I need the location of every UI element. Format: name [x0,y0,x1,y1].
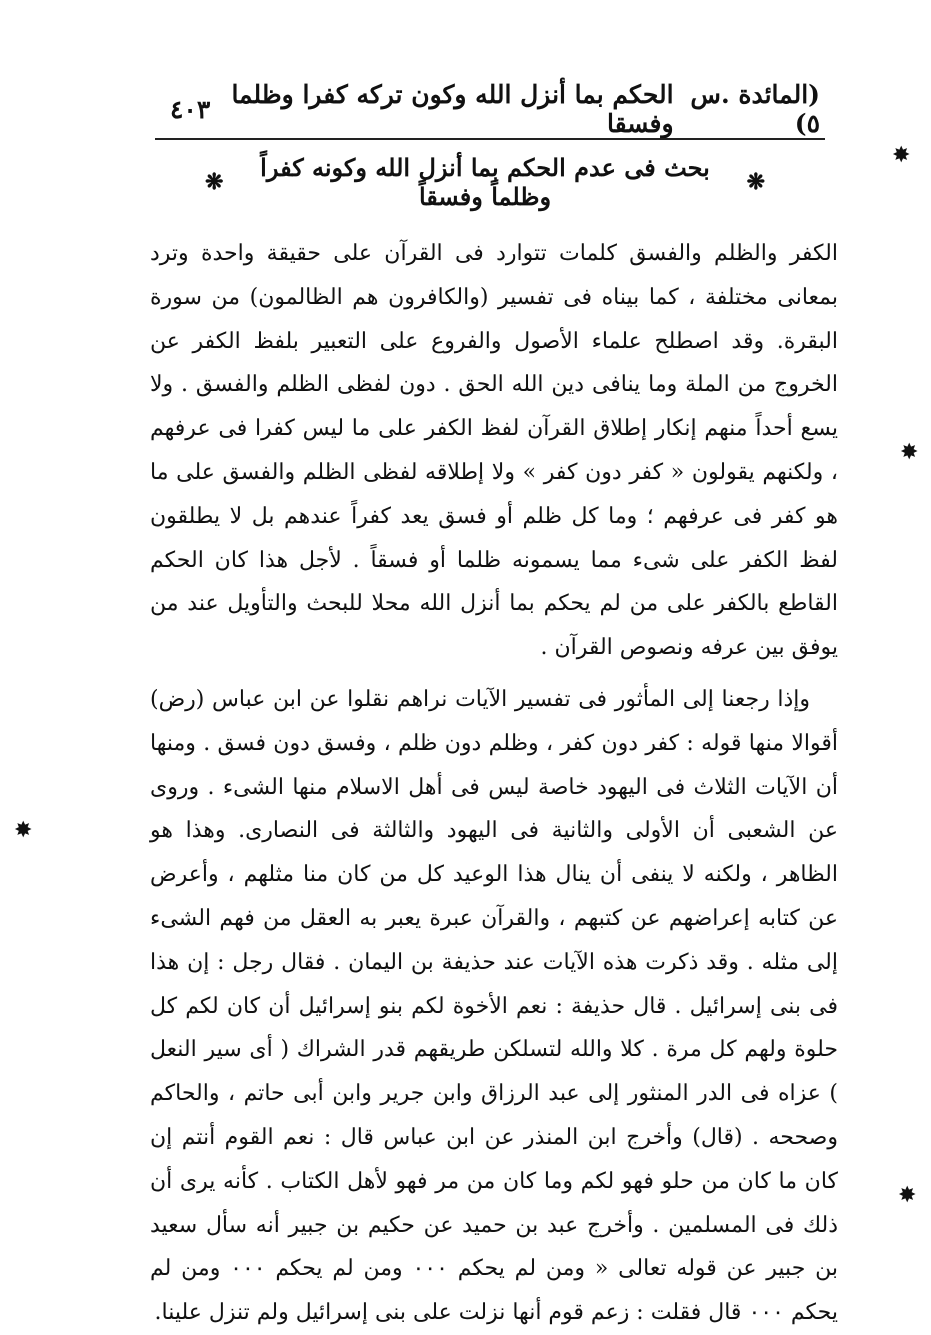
page-number: ٤٠٣ [170,94,211,124]
section-heading [205,153,765,211]
heading-ornament-icon: ❋ [205,169,224,195]
header-title: الحكم بما أنزل الله وكون تركه كفرا وظلما وفسقا [231,80,674,138]
margin-star-icon: ✸ [898,1183,917,1208]
margin-star-icon: ✸ [14,818,33,843]
body-text [150,232,838,1335]
running-header [170,80,820,138]
section-heading-text: بحث فى عدم الحكم بما أنزل الله وكونه كفراً وظلماً وفسقاً [260,153,710,211]
heading-ornament-icon: ❋ [746,169,765,195]
margin-star-icon: ✸ [892,143,911,168]
header-rule [155,138,825,140]
paragraph: الكفر والظلم والفسق كلمات تتوارد فى القرآن على حقيقة واحدة وترد بمعانى مختلفة ، كما بيناه فى تفسير (والكافرون هم الظالمون) من سورة البقرة. وقد اصطلح علماء الأصول والفروع على التعبير بلفظ الكفر عن الخروج من الملة وما ينافى دين الله الحق . دون لفظى الظلم والفسق . ولا يسع أحداً منهم إنكار إطلاق القرآن لفظ الكفر على ما ليس كفرا فى عرفهم ، ولكنهم يقولون « كفر دون كفر » ولا إطلاقه لفظى الظلم والفسق على ما هو كفر فى عرفهم ؛ وما كل ظلم أو فسق يعد كفراً عندهم بل لا يطلقون لفظ الكفر على شىء مما يسمونه ظلما أو فسقاً . لأجل هذا كان الحكم القاطع بالكفر على من لم يحكم بما أنزل الله محلا للبحث والتأويل عند من يوفق بين عرفه ونصوص القرآن . [150,241,838,661]
margin-star-icon: ✸ [900,440,919,465]
header-surah: (المائدة .س ٥) [690,80,820,138]
paragraph: وإذا رجعنا إلى المأثور فى تفسير الآيات نراهم نقلوا عن ابن عباس (رض) أقوالا منها قوله : كفر دون كفر ، وظلم دون ظلم ، وفسق دون فسق . ومنها أن الآيات الثلاث فى اليهود خاصة ليس فى أهل الاسلام منها الشىء . وروى عن الشعبى أن الأولى والثانية فى اليهود والثالثة فى النصارى. وهذا هو الظاهر ، ولكنه لا ينفى أن ينال هذا الوعيد كل من كان منا مثلهم ، وأعرض عن كتابه إعراضهم عن كتبهم ، والقرآن عبرة يعبر به العقل من فهم الشىء إلى مثله . وقد ذكرت هذه الآيات عند حذيفة بن اليمان . فقال رجل : إن هذا فى بنى إسرائيل . قال حذيفة : نعم الأخوة لكم بنو إسرائيل أن كان لكم كل حلوة ولهم كل مرة . كلا والله لتسلكن طريقهم قدر الشراك ( أى سير النعل ) عزاه فى الدر المنثور إلى عبد الرزاق وابن جرير وابن أبى حاتم ، والحاكم وصححه . (قال) وأخرج ابن المنذر عن ابن عباس قال : نعم القوم أنتم إن كان ما كان من حلو فهو لكم وما كان من مر فهو لأهل الكتاب . كأنه يرى أن ذلك فى المسلمين . وأخرج عبد بن حميد عن حكيم بن جبير أنه سأل سعيد بن جبير عن قوله تعالى « ومن لم يحكم ٠٠٠ ومن لم يحكم ٠٠٠ ومن لم يحكم ٠٠٠ قال فقلت : زعم قوم أنها نزلت على بنى إسرائيل ولم تنزل علينا. [150,686,838,1326]
